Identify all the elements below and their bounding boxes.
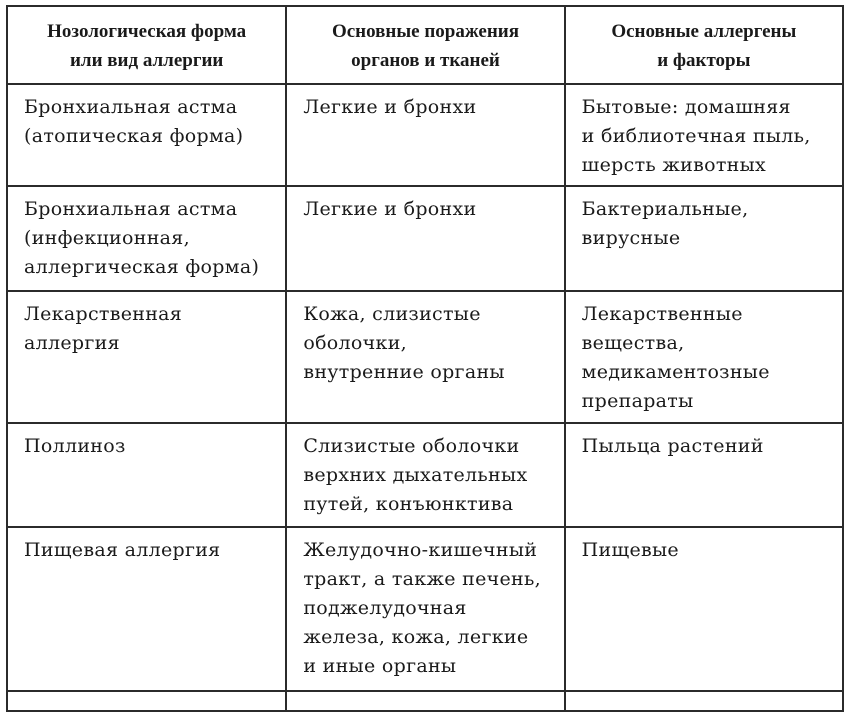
cell-form: Бронхиальная астма (атопическая форма) (7, 84, 286, 186)
cell-allergens: Бактериальные, вирусные (565, 186, 843, 291)
cell-empty (565, 691, 843, 711)
cell-allergens: Бытовые: домашняя и библиотечная пыль, шерсть животных (565, 84, 843, 186)
cell-form: Бронхиальная астма (инфекционная, аллергическая форма) (7, 186, 286, 291)
table-row (7, 291, 843, 423)
table-row (7, 423, 843, 527)
header-organs: Основные поражения органов и тканей (286, 6, 564, 84)
cell-organs: Желудочно-кишечный тракт, а также печень, поджелудочная железа, кожа, легкие и иные органы (286, 527, 564, 691)
header-row (7, 6, 843, 84)
header-allergens: Основные аллергены и факторы (565, 6, 843, 84)
table-row (7, 186, 843, 291)
cell-organs: Слизистые оболочки верхних дыхательных путей, конъюнктива (286, 423, 564, 527)
cell-organs: Легкие и бронхи (286, 84, 564, 186)
cell-allergens: Лекарственные вещества, медикаментозные препараты (565, 291, 843, 423)
cell-empty (286, 691, 564, 711)
cell-form: Лекарственная аллергия (7, 291, 286, 423)
table-row (7, 527, 843, 691)
cell-empty (7, 691, 286, 711)
cell-form: Поллиноз (7, 423, 286, 527)
cell-organs: Кожа, слизистые оболочки, внутренние органы (286, 291, 564, 423)
table-row (7, 84, 843, 186)
table-row-partial (7, 691, 843, 711)
cell-form: Пищевая аллергия (7, 527, 286, 691)
header-form: Нозологическая форма или вид аллергии (7, 6, 286, 84)
cell-allergens: Пыльца растений (565, 423, 843, 527)
cell-allergens: Пищевые (565, 527, 843, 691)
cell-organs: Легкие и бронхи (286, 186, 564, 291)
allergy-table (6, 5, 844, 712)
